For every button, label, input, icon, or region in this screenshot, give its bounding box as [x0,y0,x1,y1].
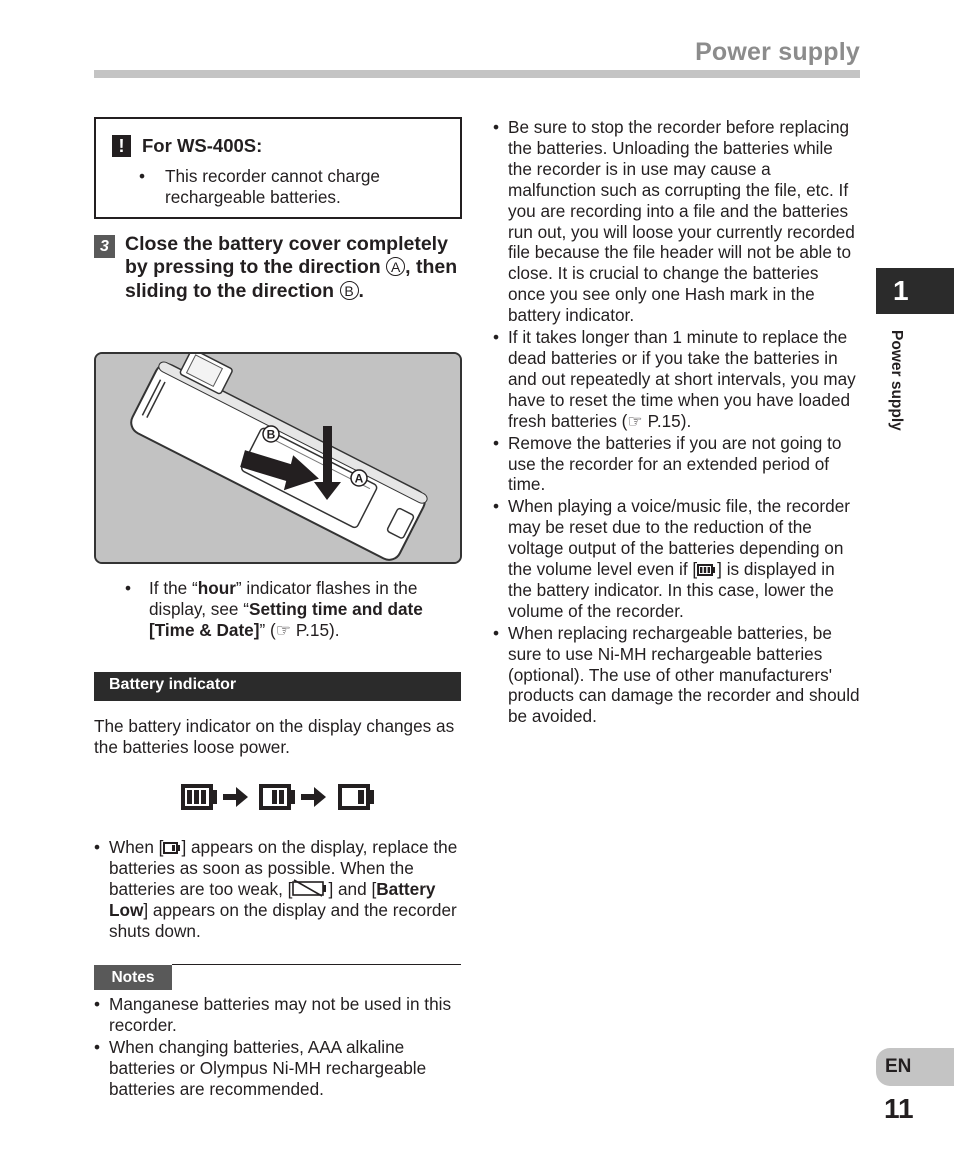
figure-label-a: A [354,471,364,486]
circle-label-b: B [340,281,359,300]
step-number-badge: 3 [94,235,115,258]
step-text-part: Close the battery cover completely by pressing to the direction [125,233,448,279]
step-text-part: . [358,279,364,302]
list-item: • When changing batteries, AAA alkaline batteries or Olympus Ni-MH rechargeable batteries are recommended. [94,1037,464,1100]
list-item [493,496,860,621]
note-text: ] appears on the display, replace the batteries as soon as possible. When the batteries are too weak, [ [109,837,458,899]
arrow-right-icon [301,787,326,807]
note-text: When [ [109,837,164,857]
hour-note-bold: hour [197,578,236,598]
hour-note-text: If the “ [149,578,198,598]
caution-bullet: • This recorder cannot charge rechargeable batteries. [141,166,441,208]
note-text: When playing a voice/music file, the recorder may be reset due to the reduction of the voltage output of the batteries depending on the volume level even if [ [508,496,850,580]
battery-full-icon [181,784,217,810]
battery-cover-illustration [94,352,462,564]
arrow-right-icon [223,787,248,807]
note-text: ] appears on the display and the recorder shuts down. [109,899,457,941]
language-tab: EN [876,1048,954,1086]
section-title: Battery indicator [109,676,237,693]
section-bar-battery-indicator [94,672,461,701]
chapter-tab: 1 [876,268,954,314]
list-item: • Be sure to stop the recorder before replacing the batteries. Unloading the batteries while the recorder is in use may cause a malfunction such as corrupting the file, etc. If you are recording into a file and the batteries run out, you will loose your currently recorded file because the file header will not be able to close. It is crucial to change the batteries once you see only one Hash mark in the battery indicator. [493,117,860,326]
notes-tab: Notes [94,965,172,990]
page-header-title: Power supply [695,38,860,66]
battery-full-inline-icon [697,563,717,577]
battery-intro: The battery indicator on the display changes as the batteries loose power. [94,716,455,757]
hour-note-text: ” (☞ P.15). [259,619,340,640]
battery-empty-icon [292,879,328,897]
caution-bullet-text: This recorder cannot charge rechargeable batteries. [165,166,380,207]
page-number: 11 [884,1093,914,1124]
hour-note [125,578,455,641]
right-column-list [493,117,860,727]
battery-low-icon [338,784,374,810]
figure-label-b: B [266,427,276,442]
circle-label-a: A [386,257,405,276]
battery-sequence-graphic [180,780,380,819]
list-item: • When replacing rechargeable batteries, be sure to use Ni-MH rechargeable batteries (optional). The use of other manufacturers' products can damage the recorder and should be avoided. [493,623,860,728]
notes-list [94,994,464,1100]
list-item: • Remove the batteries if you are not going to use the recorder for an extended period of time. [493,433,860,496]
list-item: • Manganese batteries may not be used in this recorder. [94,994,464,1036]
step-text-part: , then sliding to the direction [125,256,458,302]
recorder-drawing [96,354,460,562]
header-rule [94,70,860,78]
battery-low-label: Battery Low [109,878,436,920]
battery-half-icon [259,784,295,810]
caution-box [94,117,462,219]
battery-low-note [94,837,464,942]
battery-one-bar-icon [163,841,181,855]
hour-note-text: ” indicator flashes in the display, see “ [149,578,418,619]
chapter-side-label: Power supply [888,330,905,431]
note-text: ] and [ [328,878,377,899]
list-item: • If it takes longer than 1 minute to replace the dead batteries or if you take the batteries in and out repeatedly at short intervals, you may have to reset the time when you have loaded fresh batteries (☞ P.15). [493,327,860,432]
step-instruction [125,233,460,303]
caution-heading: For WS-400S: [142,135,263,156]
exclamation-icon: ! [112,135,131,157]
note-text: ] is displayed in the battery indicator. In this case, lower the volume of the recorder. [508,559,835,621]
notes-rule [172,964,461,965]
hour-note-bold: Setting time and date [Time & Date] [149,598,423,640]
